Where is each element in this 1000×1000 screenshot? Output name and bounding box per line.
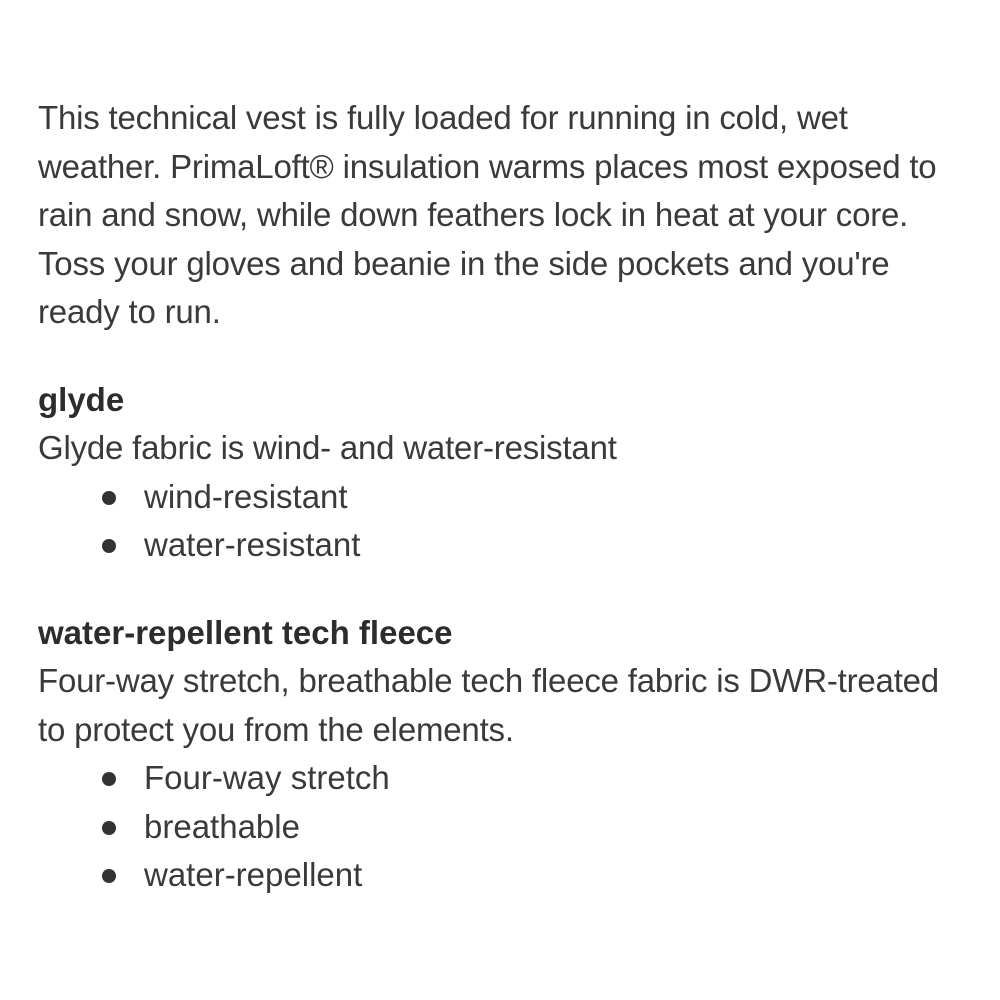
list-item: [38, 851, 968, 900]
bullet-icon: [102, 491, 116, 505]
bullet-icon: [102, 539, 116, 553]
list-item: [38, 521, 968, 570]
list-item-label: Four-way stretch: [144, 759, 390, 796]
list-item-label: water-repellent: [144, 856, 363, 893]
list-item: [38, 803, 968, 852]
bullet-icon: [102, 772, 116, 786]
section-description: Glyde fabric is wind- and water-resistant: [38, 429, 617, 466]
bullet-icon: [102, 821, 116, 835]
intro-paragraph: This technical vest is fully loaded for running in cold, wet weather. PrimaLoft® insulation warms places most exposed to rain and snow, while down feathers lock in heat at your core. Toss your gloves and beanie in the side pockets and you're ready to run.: [38, 99, 937, 330]
section-heading: water-repellent tech fleece: [38, 613, 453, 651]
section-tech-fleece: [38, 609, 968, 900]
section-heading: glyde: [38, 380, 125, 418]
section-glyde: [38, 376, 968, 570]
section-description: Four-way stretch, breathable tech fleece fabric is DWR-treated to protect you from the elements.: [38, 662, 939, 748]
list-item: [38, 754, 968, 803]
feature-list: [38, 754, 968, 900]
feature-list: [38, 473, 968, 570]
list-item-label: water-resistant: [144, 526, 361, 563]
list-item-label: breathable: [144, 807, 300, 845]
list-item: [38, 473, 968, 522]
list-item-label: wind-resistant: [144, 477, 348, 515]
product-description: [38, 94, 968, 900]
bullet-icon: [102, 869, 116, 883]
